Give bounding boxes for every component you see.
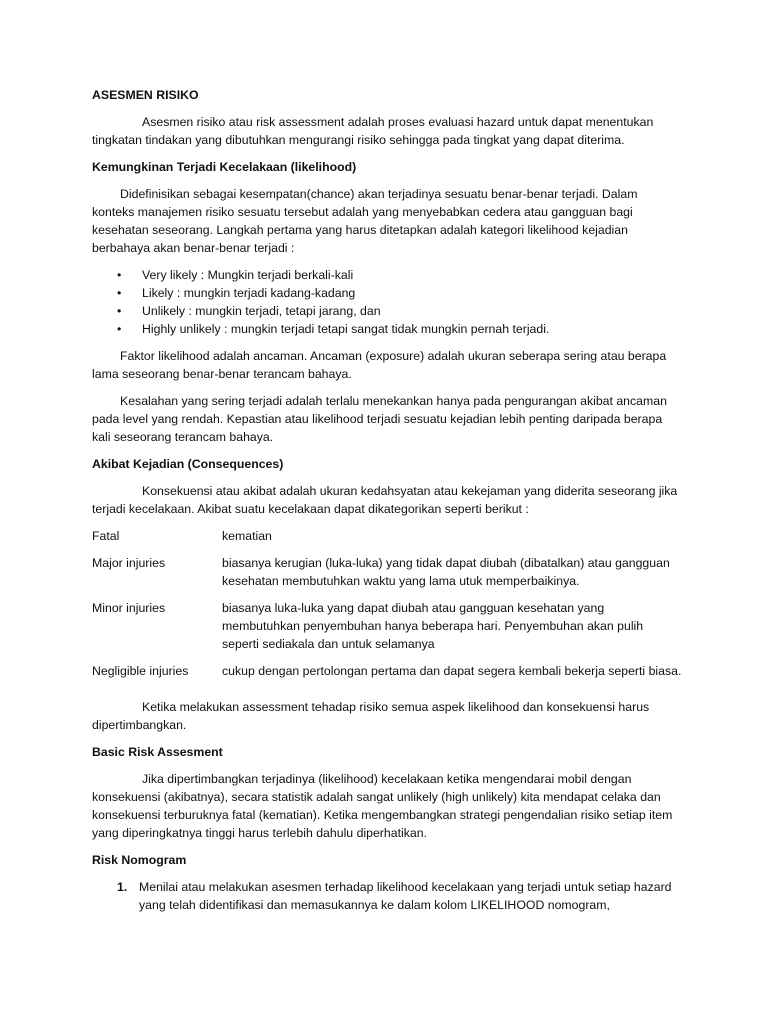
table-row <box>92 662 682 689</box>
table-row <box>92 599 682 662</box>
bullet-icon: • <box>117 286 122 300</box>
consequence-term: Major injuries <box>92 556 166 570</box>
likelihood-paragraph: Didefinisikan sebagai kesempatan(chance) akan terjadinya sesuatu benar-benar terjadi. Dalam konteks manajemen risiko sesuatu tersebut adalah yang menyebabkan cedera atau gangguan bagi kesehatan seseorang. Langkah pertama yang harus ditetapkan adalah kategori likelihood kejadian berbahaya akan benar-benar terjadi : <box>92 187 638 255</box>
bullet-icon: • <box>117 322 122 336</box>
bullet-icon: • <box>117 304 122 318</box>
consequence-description: kematian <box>222 529 272 543</box>
list-item <box>92 266 682 284</box>
intro-paragraph: Asesmen risiko atau risk assessment adalah proses evaluasi hazard untuk dapat menentukan tingkatan tindakan yang dibutuhkan mengurangi risiko sehingga pada tingkat yang dapat diterima. <box>92 115 654 147</box>
consequence-term: Minor injuries <box>92 601 166 615</box>
exposure-paragraph: Faktor likelihood adalah ancaman. Ancaman (exposure) adalah ukuran seberapa sering atau berapa lama seseorang benar-benar terancam bahaya. <box>92 349 667 381</box>
basic-risk-paragraph: Jika dipertimbangkan terjadinya (likelihood) kecelakaan ketika mengendarai mobil dengan konsekuensi (akibatnya), secara statistik adalah sangat unlikely (high unlikely) kita mendapat celaka dan konsekuensi terburuknya fatal (kematian). Ketika mengembangkan strategi pengendalian risiko setiap item yang diperingkatnya tinggi harus terlebih dahulu diperhatikan. <box>92 772 673 840</box>
list-item-text: Highly unlikely : mungkin terjadi tetapi sangat tidak mungkin pernah terjadi. <box>142 322 550 336</box>
consequence-term: Negligible injuries <box>92 664 189 678</box>
list-item-text: Very likely : Mungkin terjadi berkali-kali <box>142 268 354 282</box>
mistake-paragraph: Kesalahan yang sering terjadi adalah terlalu menekankan hanya pada pengurangan akibat ancaman pada level yang rendah. Kepastian atau likelihood terjadi sesuatu kejadian lebih penting daripada berapa kali seseorang terancam bahaya. <box>92 394 667 444</box>
table-row <box>92 554 682 599</box>
list-item-text: Likely : mungkin terjadi kadang-kadang <box>142 286 356 300</box>
document-title: ASESMEN RISIKO <box>92 88 199 102</box>
table-row <box>92 527 682 554</box>
consequence-description: cukup dengan pertolongan pertama dan dapat segera kembali bekerja seperti biasa. <box>222 664 682 678</box>
basic-risk-heading: Basic Risk Assesment <box>92 745 223 759</box>
list-item <box>92 878 682 914</box>
list-item <box>92 284 682 302</box>
risk-nomogram-heading: Risk Nomogram <box>92 853 187 867</box>
step-number: 1. <box>117 880 128 894</box>
assessment-paragraph: Ketika melakukan assessment tehadap risiko semua aspek likelihood dan konsekuensi harus dipertimbangkan. <box>92 700 650 732</box>
consequence-description: biasanya luka-luka yang dapat diubah atau gangguan kesehatan yang membutuhkan penyembuhan hanya beberapa hari. Penyembuhan akan pulih seperti sediakala dan untuk selamanya <box>222 601 644 651</box>
step-text: Menilai atau melakukan asesmen terhadap likelihood kecelakaan yang terjadi untuk setiap hazard yang telah didentifikasi dan memasukannya ke dalam kolom LIKELIHOOD nomogram, <box>139 880 672 912</box>
consequence-description: biasanya kerugian (luka-luka) yang tidak dapat diubah (dibatalkan) atau gangguan kesehatan membutuhkan waktu yang lama utuk memperbaikinya. <box>222 556 670 588</box>
bullet-icon: • <box>117 268 122 282</box>
consequences-heading: Akibat Kejadian (Consequences) <box>92 457 284 471</box>
nomogram-steps <box>92 878 682 914</box>
likelihood-list <box>92 266 682 338</box>
list-item <box>92 302 682 320</box>
likelihood-heading: Kemungkinan Terjadi Kecelakaan (likelihood) <box>92 160 357 174</box>
consequence-term: Fatal <box>92 529 120 543</box>
consequences-table <box>92 527 682 689</box>
list-item-text: Unlikely : mungkin terjadi, tetapi jarang, dan <box>142 304 381 318</box>
consequences-paragraph: Konsekuensi atau akibat adalah ukuran kedahsyatan atau kekejaman yang diderita seseorang jika terjadi kecelakaan. Akibat suatu kecelakaan dapat dikategorikan seperti berikut : <box>92 484 678 516</box>
list-item <box>92 320 682 338</box>
